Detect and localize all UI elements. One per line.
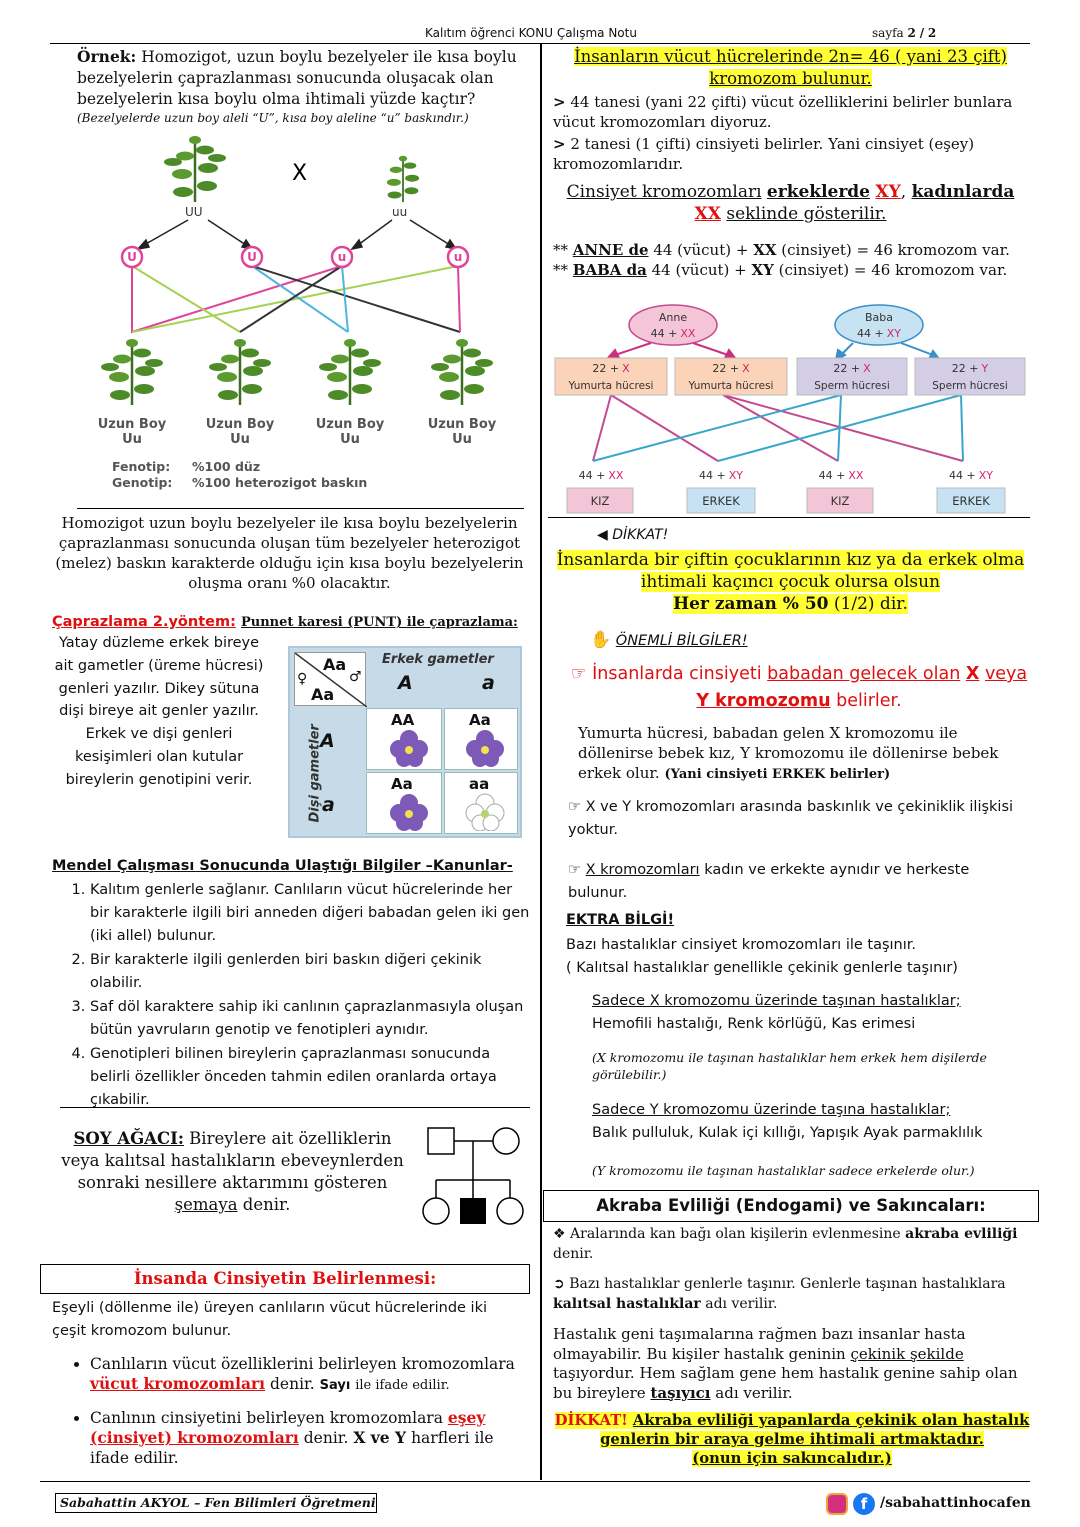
gamete-cell-box [915, 358, 1025, 395]
hand-icon: ✋ [590, 630, 612, 650]
gamete-row [122, 247, 468, 267]
author-credit: Sabahattin AKYOL – Fen Bilimleri Öğretmeni [55, 1493, 377, 1513]
purple-flower-icon [389, 793, 429, 831]
law-item: 4. Genotipleri bilinen bireylerin çaprazlanması sonucunda belirli özellikler önceden tahmin edilen oranlarda ortaya çıkabilir. [90, 1043, 530, 1112]
gamete-label: U [247, 250, 257, 264]
instagram-icon[interactable] [826, 1493, 848, 1515]
gamete-cell-box [675, 358, 787, 395]
female-symbol-icon: ♀ [297, 671, 308, 687]
x-linked-note: (X kromozomu ile taşınan hastalıklar hem erkek hem dişilerde görülebilir.) [592, 1050, 987, 1082]
section-rule [77, 508, 524, 509]
fenotip-value: %100 düz [192, 459, 261, 474]
extra-line2: ( Kalıtsal hastalıklar genellikle çekinik genlerle taşınır) [566, 960, 958, 976]
svg-text:22 +X: 22 + X [833, 362, 871, 375]
offspring-genotype: Uu [230, 432, 250, 447]
svg-text:KIZ: KIZ [830, 494, 850, 508]
section-rule [548, 517, 1030, 518]
sex-intro: Eşeyli (döllenme ile) üreyen canlıların vücut hücrelerinde iki çeşit kromozom bulunur. [52, 1300, 488, 1339]
svg-text:ERKEK: ERKEK [952, 494, 990, 508]
female-gamete: A [320, 730, 335, 752]
gamete-label: U [127, 250, 137, 264]
offspring-plant [319, 339, 381, 405]
pedigree-definition: SOY AĞACI: Bireylere ait özelliklerin veya kalıtsal hastalıkların ebeveynlerden sonraki nesillere aktarımını gösteren şemaya denir. [61, 1129, 404, 1214]
svg-text:44 +XX: 44 + XX [650, 327, 696, 340]
no-dominance-note: ☞ X ve Y kromozomları arasında baskınlık ve çekiniklik ilişkisi yoktur. [568, 799, 1014, 838]
male-gametes-label: Erkek gametler [382, 652, 494, 667]
offspring-plant [431, 339, 493, 405]
gamete-label: u [337, 250, 347, 264]
sex-chromosome-item: • Canlının cinsiyetini belirleyen kromozomlara eşey (cinsiyet) kromozomları denir. X ve Y harfleri ile ifade edilir. [90, 1408, 532, 1468]
short-parent-plant [387, 156, 419, 202]
offspring-genotype: Uu [122, 432, 142, 447]
white-flower-icon [465, 793, 505, 831]
pointing-hand-icon: ☞ [568, 862, 581, 878]
purple-flower-icon [465, 729, 505, 767]
y-linked-title: Sadece Y kromozomu üzerinde taşına hastalıklar; [592, 1102, 951, 1118]
pointing-hand-icon: ☞ [570, 664, 587, 684]
punnet-cell: Aa [366, 772, 442, 834]
fertilization-explanation: Yumurta hücresi, babadan gelen X kromozomu ile döllenirse bebek kız, Y kromozomu ile döllenirse bebek erkek olur. (Yani cinsiyeti ERKEK belirler) [578, 724, 999, 782]
body-chromosome-text: > 44 tanesi (yani 22 çifti) vücut özelliklerini belirler bunlara vücut kromozomları diyoruz. [553, 93, 1013, 131]
punnet-cell: AA [366, 708, 442, 770]
cross-symbol: X [292, 161, 308, 186]
purple-flower-icon [389, 729, 429, 767]
sex-inheritance-diagram [553, 303, 1031, 518]
tall-parent-plant [164, 136, 226, 202]
mendel-laws-list [50, 879, 530, 1113]
punnet-explanation: Yatay düzleme erkek bireye ait gametler (üreme hücresi) genleri yazılır. Dikey sütuna dişi bireye ait genler yazılır. Erkek ve dişi genleri kesişimleri olan kutular bireylerin genotipini verir. [54, 635, 264, 788]
female-gametes-label: Dişi gametler [307, 724, 323, 823]
svg-text:22 +X: 22 + X [712, 362, 750, 375]
punnet-corner [294, 652, 366, 706]
child-node [937, 469, 1005, 513]
social-handle[interactable]: /sabahattinhocafen [880, 1495, 1031, 1511]
offspring-phenotype: Uzun Boy [97, 417, 167, 432]
page-number: sayfa 2 / 2 [872, 26, 937, 40]
svg-text:22 +X: 22 + X [592, 362, 630, 375]
law-item: 2. Bir karakterle ilgili genlerden biri baskın diğeri çekinik olabilir. [90, 949, 530, 995]
monohybrid-cross-diagram [80, 130, 525, 500]
example-note: (Bezelyelerde uzun boy aleli “U”, kısa boy aleline “u” baskındır.) [77, 111, 469, 125]
svg-text:Sperm hücresi: Sperm hücresi [814, 380, 890, 392]
hereditary-disease-definition: ➲ Bazı hastalıklar genlerle taşınır. Genlerle taşınan hastalıklara kalıtsal hastalıklar adı verilir. [553, 1276, 1006, 1312]
male-symbol-icon: ♂ [349, 669, 362, 685]
section-rule [60, 1107, 530, 1108]
cross-conclusion: Homozigot uzun boylu bezelyeler ile kısa boylu bezelyelerin çaprazlanması sonucunda oluşan tüm bezelyeler heterozigot (melez) baskın karakterde olduğu için kısa boylu bezelyelerin oluşma oranı %0 olacaktır. [55, 514, 524, 592]
father-node [835, 305, 923, 345]
x-chromosome-note: ☞ X kromozomları kadın ve erkekte aynıdır ve herkeste bulunur. [568, 862, 970, 901]
gamete-cell-box [555, 358, 667, 395]
offspring-phenotype: Uzun Boy [205, 417, 275, 432]
footer-rule [40, 1481, 1030, 1482]
svg-text:Yumurta hücresi: Yumurta hücresi [688, 380, 774, 392]
page-header [0, 26, 1080, 44]
parent2-genotype: uu [392, 205, 408, 219]
body-chromosome-item: • Canlıların vücut özelliklerini belirleyen kromozomlara vücut kromozomları denir. Sayı ile ifade edilir. [90, 1354, 532, 1396]
sex-chromosome-text: > 2 tanesi (1 çifti) cinsiyeti belirler. Yani cinsiyet (eşey) kromozomlarıdır. [553, 135, 975, 173]
law-item: 3. Saf döl karaktere sahip iki canlının çaprazlanmasıyla oluşan bütün yavruların genotip ve fenotipleri aynıdır. [90, 996, 530, 1042]
offspring-genotype: Uu [340, 432, 360, 447]
y-linked-list: Balık pulluluk, Kulak içi kıllığı, Yapışık Ayak parmaklılık [592, 1125, 983, 1141]
consanguinity-title: Akraba Evliliği (Endogami) ve Sakıncaları: [543, 1190, 1039, 1222]
facebook-icon[interactable]: f [853, 1493, 875, 1515]
male-gamete: A [398, 672, 413, 694]
parent1-genotype: UU [185, 205, 203, 219]
offspring-genotype: Uu [452, 432, 472, 447]
method2-title: Çaprazlama 2.yöntem: Punnet karesi (PUNT) ile çaprazlama: [52, 614, 518, 630]
mother-chromosomes: ** ANNE de 44 (vücut) + XX (cinsiyet) = 46 kromozom var. [553, 241, 1010, 259]
svg-text:ERKEK: ERKEK [702, 494, 740, 508]
svg-text:44 +XY: 44 + XY [949, 469, 993, 482]
mendel-title: Mendel Çalışması Sonucunda Ulaştığı Bilgiler –Kanunlar- [52, 858, 513, 874]
male-genotype: Aa [323, 655, 347, 674]
sex-chromosome-notation: Cinsiyet kromozomları erkeklerde XY, kadınlarda XX seklinde gösterilir. [566, 182, 1015, 224]
column-divider [540, 43, 542, 1480]
svg-text:Baba: Baba [864, 311, 894, 324]
svg-text:44 +XY: 44 + XY [857, 327, 901, 340]
svg-text:Anne: Anne [658, 311, 688, 324]
svg-text:KIZ: KIZ [590, 494, 610, 508]
mother-node [629, 305, 717, 345]
svg-text:Yumurta hücresi: Yumurta hücresi [568, 380, 654, 392]
sex-determination-title: İnsanda Cinsiyetin Belirlenmesi: [40, 1264, 530, 1294]
svg-text:44 +XX: 44 + XX [578, 469, 624, 482]
law-item: 1. Kalıtım genlerle sağlanır. Canlıların vücut hücrelerinde her bir karakterle ilgili biri anneden diğeri babadan gelen iki gen (iki allel) bulunur. [90, 879, 530, 948]
punnet-cell: aa [444, 772, 518, 834]
x-linked-title: Sadece X kromozomu üzerinde taşınan hastalıklar; [592, 993, 961, 1009]
genotip-value: %100 heterozigot baskın [192, 475, 368, 490]
svg-text:44 +XY: 44 + XY [699, 469, 743, 482]
extra-info-title: EKTRA BİLGİ! [566, 912, 675, 928]
female-gamete: a [322, 794, 335, 816]
male-gamete: a [482, 672, 495, 694]
svg-text:44 +XX: 44 + XX [818, 469, 864, 482]
father-chromosomes: ** BABA da 44 (vücut) + XY (cinsiyet) = 46 kromozom var. [553, 261, 1008, 279]
child-node [567, 469, 633, 513]
father-determines-sex: ☞ İnsanlarda cinsiyeti babadan gelecek olan X veya Y kromozomu belirler. [570, 664, 1028, 711]
punnet-square [288, 646, 522, 838]
extra-line1: Bazı hastalıklar cinsiyet kromozomları ile taşınır. [566, 937, 917, 953]
genotip-label: Genotip: [112, 475, 173, 490]
chromosome-count-highlight: İnsanların vücut hücrelerinde 2n= 46 ( yani 23 çift) kromozom bulunur. [574, 47, 1007, 88]
gamete-label: u [453, 250, 463, 264]
fenotip-label: Fenotip: [112, 459, 171, 474]
megaphone-icon: ◀ [597, 527, 608, 543]
pointing-hand-icon: ☞ [568, 799, 581, 815]
example-question: Örnek: Homozigot, uzun boylu bezelyeler ile kısa boylu bezelyelerin çaprazlanması sonucunda oluşacak olan bezelyelerin kısa boylu olma ihtimali yüzde kaçtır? [77, 47, 517, 108]
consanguinity-definition: ❖ Aralarında kan bağı olan kişilerin evlenmesine akraba evliliği denir. [553, 1226, 1018, 1262]
offspring-plant [209, 339, 271, 405]
arrow-bullet-icon: ➲ [553, 1276, 565, 1292]
svg-text:22 +Y: 22 + Y [951, 362, 989, 375]
dikkat-heading: ◀ DİKKAT! [597, 527, 669, 543]
child-node [687, 469, 755, 513]
x-linked-list: Hemofili hastalığı, Renk körlüğü, Kas erimesi [592, 1016, 916, 1032]
important-info-heading: ✋ ÖNEMLİ BİLGİLER! [590, 630, 748, 650]
svg-text:Sperm hücresi: Sperm hücresi [932, 380, 1008, 392]
punnet-cell: Aa [444, 708, 518, 770]
offspring-phenotype: Uzun Boy [427, 417, 497, 432]
diamond-bullet-icon: ❖ [553, 1226, 566, 1242]
child-node [807, 469, 873, 513]
offspring-plant [101, 339, 163, 405]
offspring-phenotype: Uzun Boy [315, 417, 385, 432]
consanguinity-warning: DİKKAT! Akraba evliliği yapanlarda çekinik olan hastalık genlerin bir araya gelme ihtimali artmaktadır. (onun için sakıncalıdır.) [554, 1412, 1030, 1467]
gender-probability-note: İnsanlarda bir çiftin çocuklarının kız ya da erkek olma ihtimali kaçıncı çocuk olursa olsun Her zaman % 50 (1/2) dir. [556, 550, 1025, 614]
gamete-cell-box [797, 358, 907, 395]
header-title: Kalıtım öğrenci KONU Çalışma Notu [425, 26, 637, 40]
pedigree-chart-icon [420, 1124, 530, 1228]
female-genotype: Aa [311, 685, 335, 704]
carrier-explanation: Hastalık geni taşımalarına rağmen bazı insanlar hasta olmayabilir. Bu kişiler hastalık geninin çekinik şekilde taşıyordur. Hem sağlam gene hem hastalık genine sahip olan bu bireylere taşıyıcı adı verilir. [553, 1325, 1018, 1402]
y-linked-note: (Y kromozomu ile taşınan hastalıklar sadece erkelerde olur.) [592, 1163, 975, 1178]
chromosome-types-list [52, 1354, 532, 1480]
